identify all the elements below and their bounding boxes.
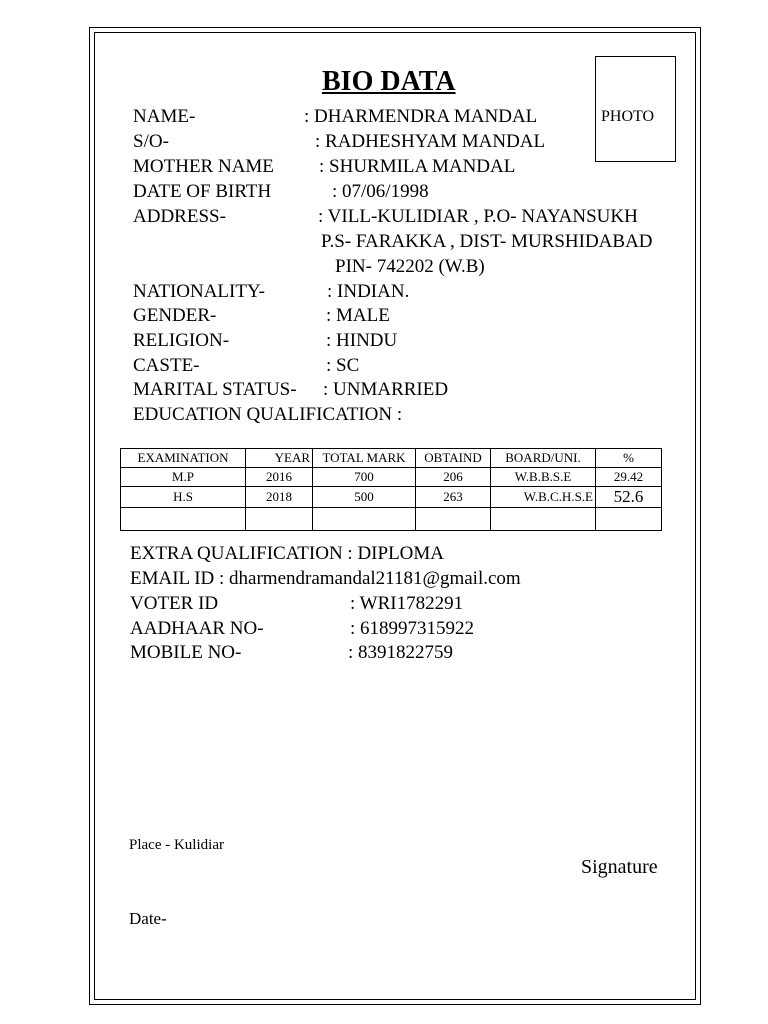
date: Date- (129, 909, 167, 928)
col-year: YEAR (246, 449, 313, 468)
cell-exam: M.P (121, 468, 246, 487)
religion-value: : HINDU (326, 330, 398, 351)
col-examination: EXAMINATION (121, 449, 246, 468)
cell-board: W.B.C.H.S.E (491, 487, 596, 508)
table-row-empty (121, 508, 662, 531)
name-value: : DHARMENDRA MANDAL (304, 106, 538, 127)
address-line3: PIN- 742202 (W.B) (335, 256, 485, 277)
so-value: : RADHESHYAM MANDAL (315, 131, 546, 152)
photo-label: PHOTO (601, 108, 655, 125)
nationality-value: : INDIAN. (327, 281, 410, 302)
mobile-value: : 8391822759 (348, 642, 454, 663)
cell-total: 500 (313, 487, 416, 508)
gender-value: : MALE (326, 305, 390, 326)
marital-label: MARITAL STATUS- (133, 379, 297, 400)
voter-value: : WRI1782291 (350, 593, 464, 614)
signature: Signature (581, 856, 658, 878)
aadhaar-label: AADHAAR NO- (130, 618, 264, 639)
cell-total: 700 (313, 468, 416, 487)
mobile-label: MOBILE NO- (130, 642, 242, 663)
so-label: S/O- (133, 131, 169, 152)
dob-value: : 07/06/1998 (332, 181, 429, 202)
cell-year: 2016 (246, 468, 313, 487)
address-line2: P.S- FARAKKA , DIST- MURSHIDABAD (321, 231, 653, 252)
email: EMAIL ID : dharmendramandal21181@gmail.com (130, 568, 521, 589)
cell-percent: 29.42 (596, 468, 662, 487)
religion-label: RELIGION- (133, 330, 230, 351)
place: Place - Kulidiar (129, 837, 224, 853)
col-total-mark: TOTAL MARK (313, 449, 416, 468)
cell-board: W.B.B.S.E (491, 468, 596, 487)
cell-obtained: 263 (416, 487, 491, 508)
nationality-label: NATIONALITY- (133, 281, 265, 302)
marital-value: : UNMARRIED (323, 379, 449, 400)
education-label: EDUCATION QUALIFICATION : (133, 404, 403, 425)
address-label: ADDRESS- (133, 206, 226, 227)
education-table (120, 448, 662, 531)
extra-qualification: EXTRA QUALIFICATION : DIPLOMA (130, 543, 445, 564)
table-header-row (121, 449, 662, 468)
caste-label: CASTE- (133, 355, 200, 376)
cell-obtained: 206 (416, 468, 491, 487)
cell-percent: 52.6 (596, 487, 662, 508)
table-row (121, 487, 662, 508)
col-board: BOARD/UNI. (491, 449, 596, 468)
aadhaar-value: : 618997315922 (350, 618, 475, 639)
page-title: BIO DATA (322, 66, 456, 97)
mother-label: MOTHER NAME (133, 156, 274, 177)
voter-label: VOTER ID (130, 593, 219, 614)
col-percent: % (596, 449, 662, 468)
col-obtained: OBTAIND (416, 449, 491, 468)
cell-year: 2018 (246, 487, 313, 508)
cell-exam: H.S (121, 487, 246, 508)
table-row (121, 468, 662, 487)
name-label: NAME- (133, 106, 196, 127)
address-line1: : VILL-KULIDIAR , P.O- NAYANSUKH (318, 206, 638, 227)
dob-label: DATE OF BIRTH (133, 181, 272, 202)
mother-value: : SHURMILA MANDAL (319, 156, 516, 177)
caste-value: : SC (326, 355, 360, 376)
gender-label: GENDER- (133, 305, 217, 326)
